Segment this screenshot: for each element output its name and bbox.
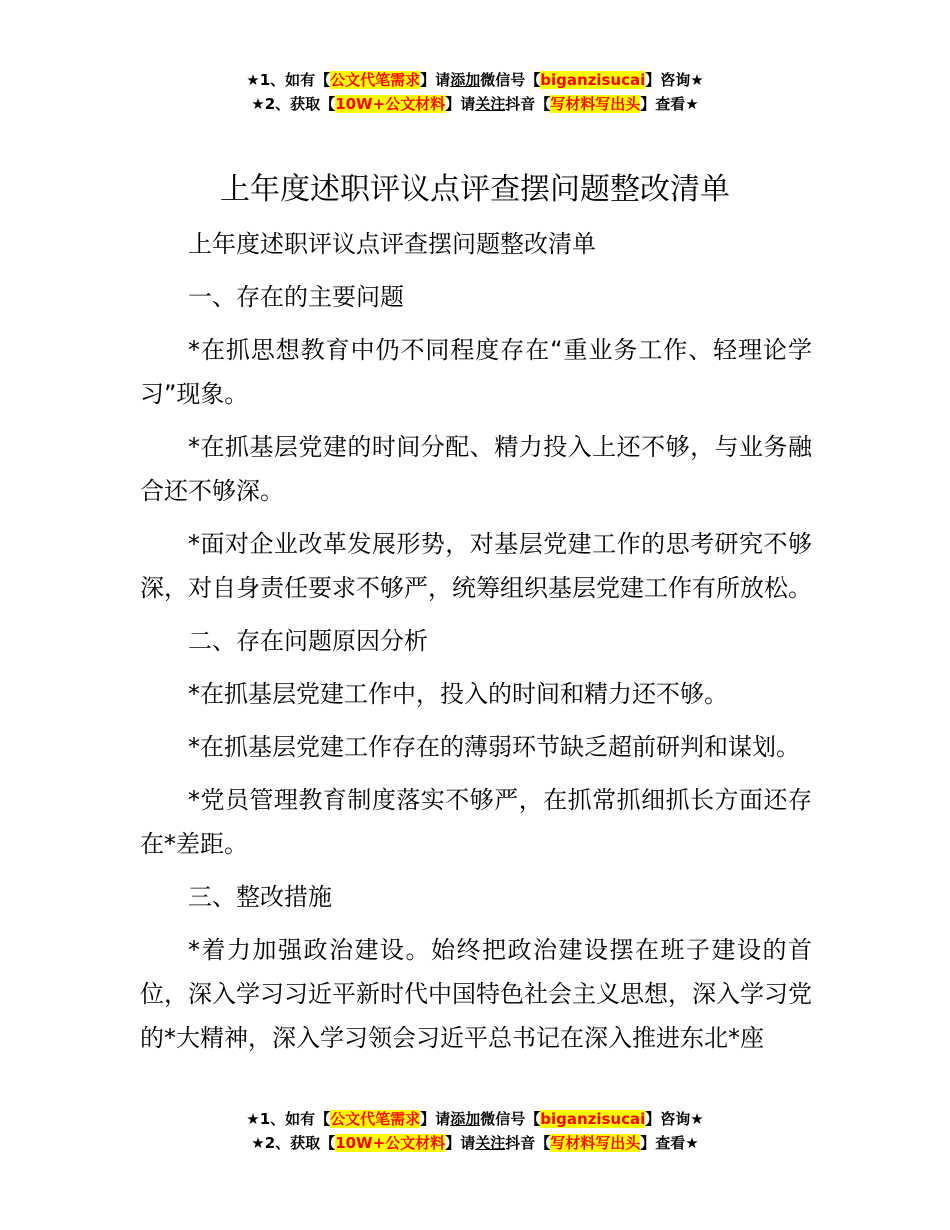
banner-line-1: [0, 68, 950, 92]
banner-emphasis: 添加: [450, 71, 481, 89]
banner-text: ★2、获取【: [251, 1134, 336, 1152]
banner-line-2: [0, 1131, 950, 1155]
paragraph: *在抓基层党建工作中，投入的时间和精力还不够。: [188, 680, 728, 708]
paragraph: 上年度述职评议点评查摆问题整改清单: [188, 230, 596, 258]
banner-text: 】咨询★: [645, 71, 704, 89]
banner-line-2: [0, 92, 950, 116]
banner-line-1: [0, 1107, 950, 1131]
banner-text: 】请: [420, 1110, 451, 1128]
banner-highlight: 10W+公文材料: [335, 1134, 446, 1152]
banner-text: 抖音【: [505, 1134, 551, 1152]
banner-text: ★1、如有【: [246, 1110, 331, 1128]
banner-text: 微信号【: [480, 71, 541, 89]
banner-highlight: biganzisucai: [540, 1110, 646, 1128]
banner-text: 】请: [445, 1134, 476, 1152]
banner-highlight: 写材料写出头: [550, 95, 641, 113]
paragraph: *在抓基层党建的时间分配、精力投入上还不够，与业务融合还不够深。: [140, 433, 812, 505]
banner-text: ★1、如有【: [246, 71, 331, 89]
banner-text: 抖音【: [505, 95, 551, 113]
banner-emphasis: 添加: [450, 1110, 481, 1128]
header-banner: [0, 68, 950, 116]
section-heading: 一、存在的主要问题: [188, 283, 404, 311]
banner-highlight: 公文代笔需求: [330, 1110, 421, 1128]
banner-emphasis: 关注: [475, 1134, 506, 1152]
banner-text: 】请: [445, 95, 476, 113]
section-heading: 三、整改措施: [188, 883, 332, 911]
section-heading: 二、存在问题原因分析: [188, 627, 428, 655]
paragraph: *在抓思想教育中仍不同程度存在“重业务工作、轻理论学习”现象。: [140, 336, 812, 408]
banner-text: 】查看★: [640, 95, 699, 113]
banner-text: 】查看★: [640, 1134, 699, 1152]
banner-text: ★2、获取【: [251, 95, 336, 113]
banner-highlight: 公文代笔需求: [330, 71, 421, 89]
footer-banner: [0, 1107, 950, 1155]
document-body: [140, 222, 812, 1069]
paragraph: *在抓基层党建工作存在的薄弱环节缺乏超前研判和谋划。: [188, 733, 800, 761]
banner-highlight: 写材料写出头: [550, 1134, 641, 1152]
banner-text: 】咨询★: [645, 1110, 704, 1128]
paragraph: *着力加强政治建设。始终把政治建设摆在班子建设的首位，深入学习习近平新时代中国特色社会主义思想，深入学习党的*大精神，深入学习领会习近平总书记在深入推进东北*座: [140, 936, 812, 1052]
banner-text: 微信号【: [480, 1110, 541, 1128]
paragraph: *面对企业改革发展形势，对基层党建工作的思考研究不够深，对自身责任要求不够严，统筹组织基层党建工作有所放松。: [140, 530, 812, 602]
paragraph: *党员管理教育制度落实不够严，在抓常抓细抓长方面还存在*差距。: [140, 786, 812, 858]
banner-emphasis: 关注: [475, 95, 506, 113]
banner-highlight: 10W+公文材料: [335, 95, 446, 113]
banner-highlight: biganzisucai: [540, 71, 646, 89]
banner-text: 】请: [420, 71, 451, 89]
document-title: 上年度述职评议点评查摆问题整改清单: [220, 172, 730, 207]
